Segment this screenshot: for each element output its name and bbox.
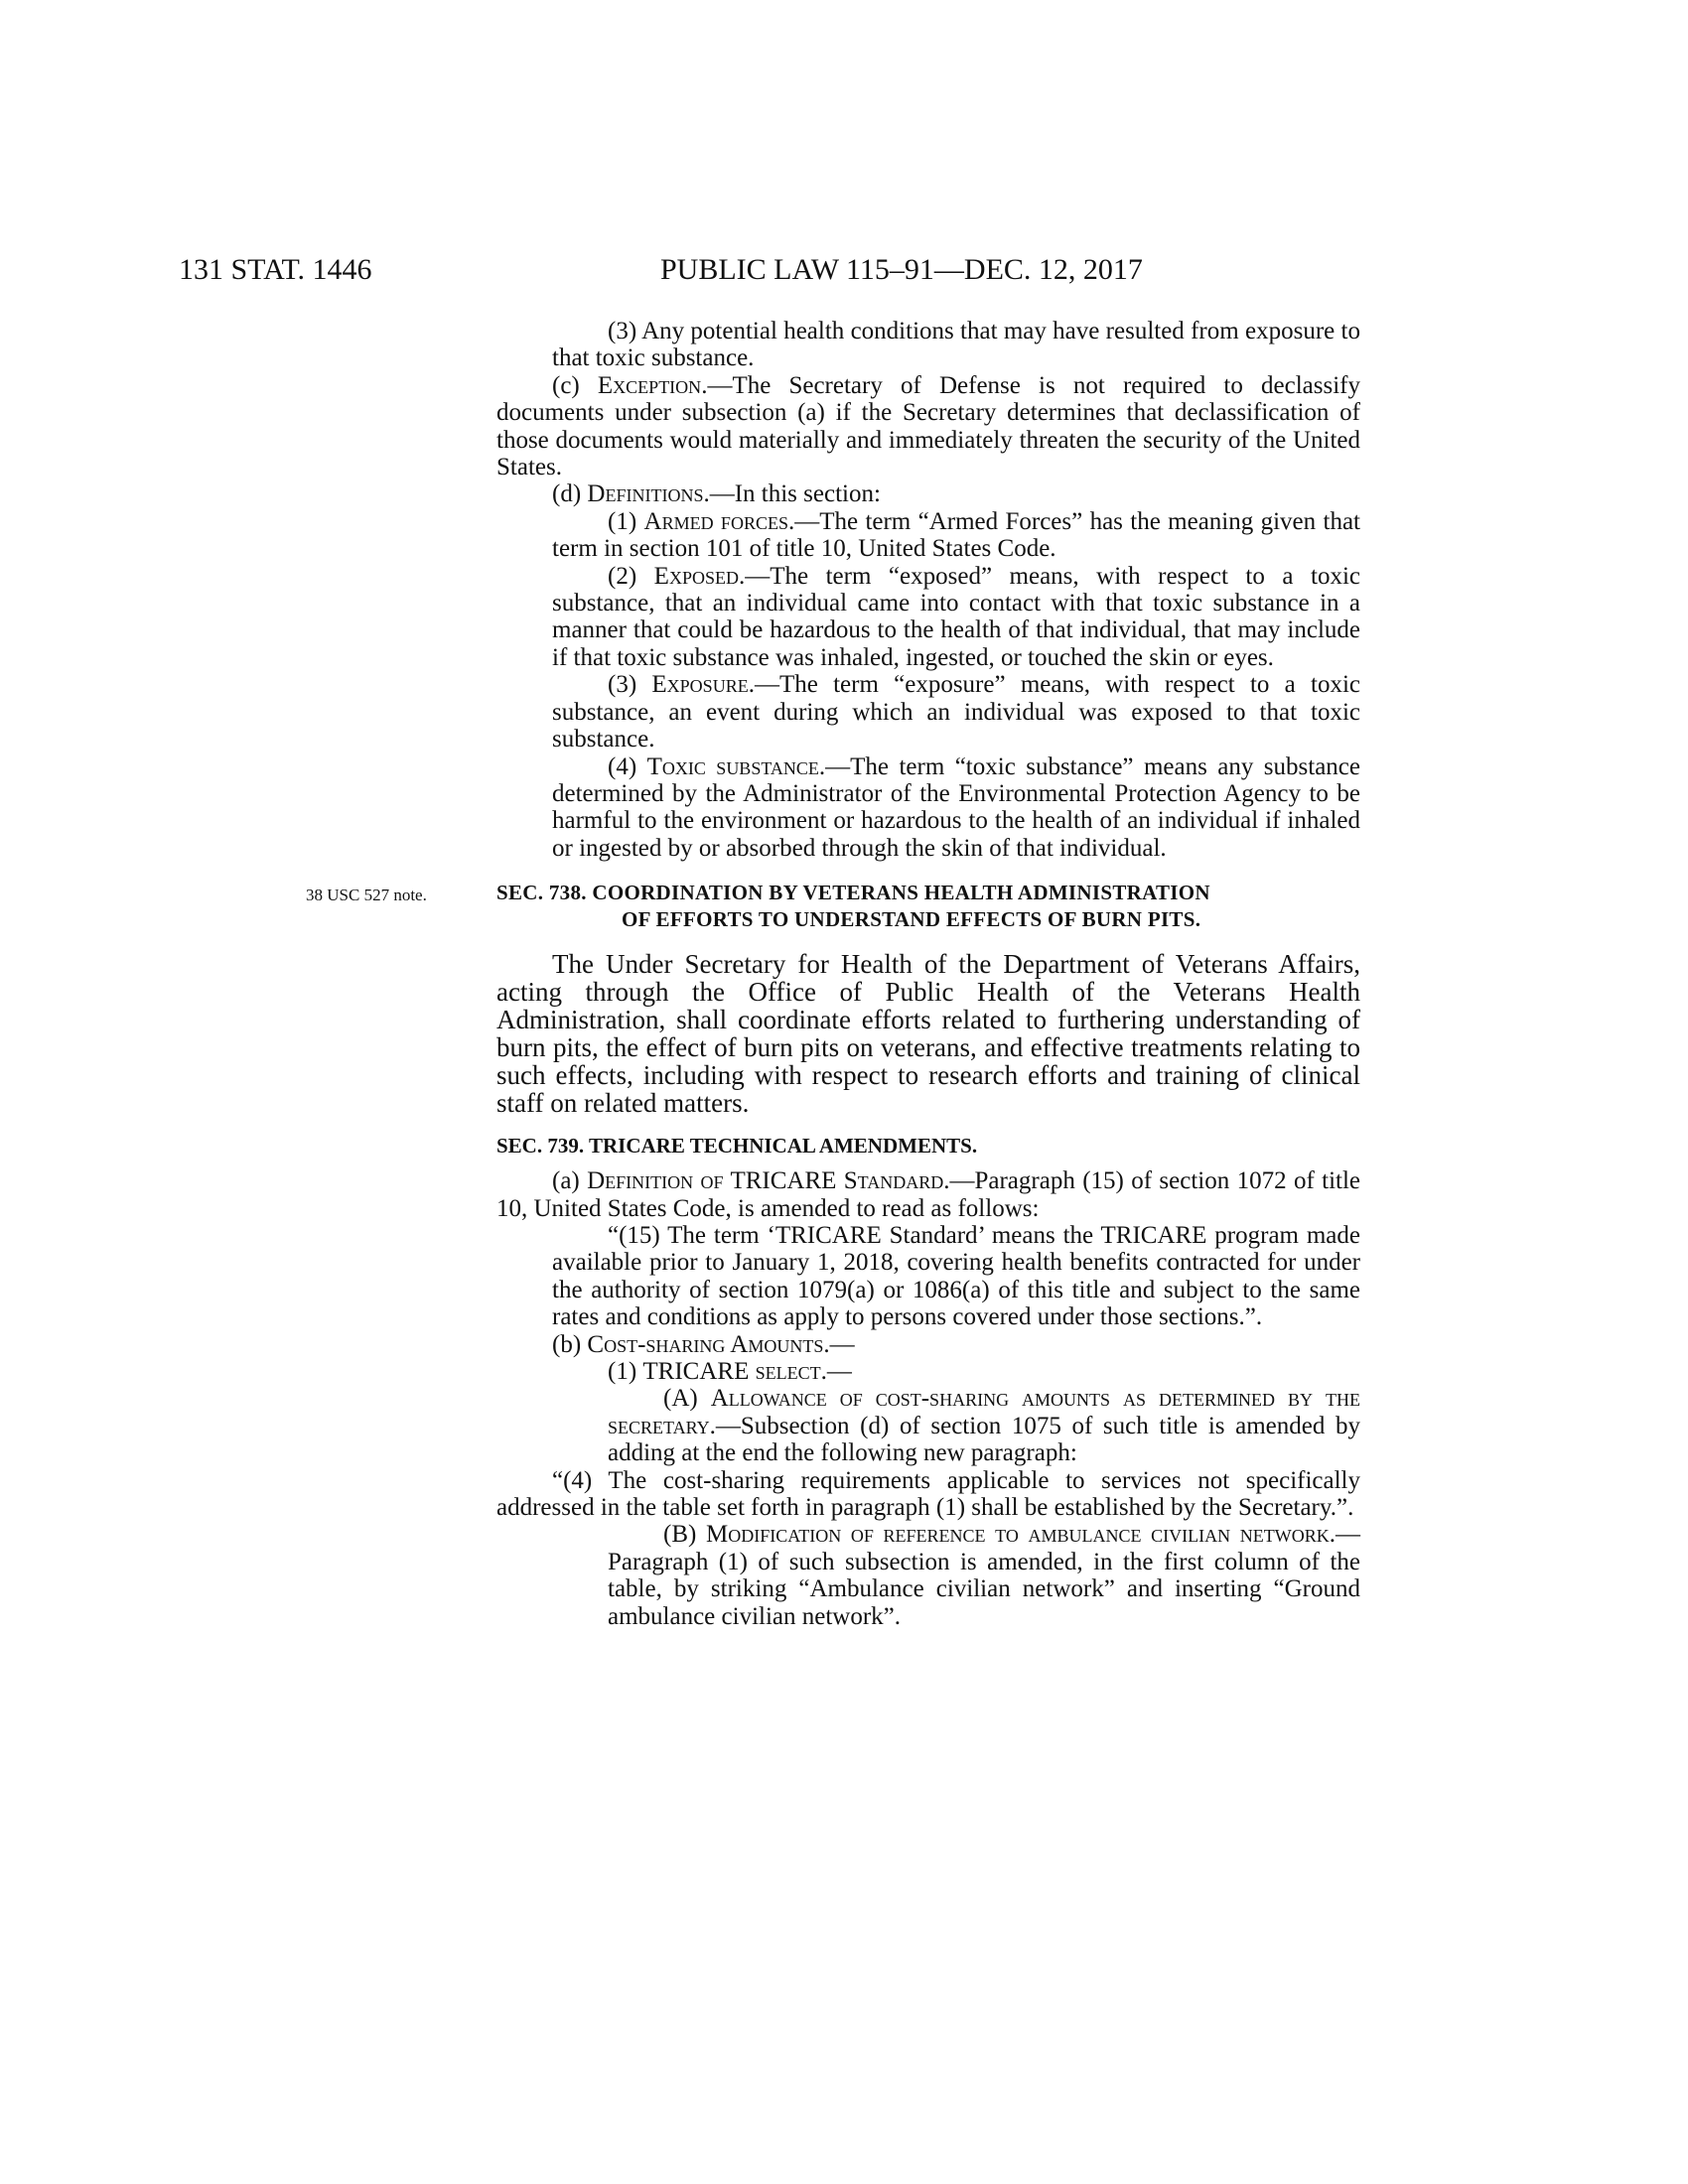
document-body [306, 318, 1361, 1630]
subparagraph-739-b1-B: (B) Modification of reference to ambulance civilian network.—Paragraph (1) of such subsection is amended, in the first column of the table, by striking “Ambulance civilian network” and inserting “Ground ambulance civilian network”. [608, 1521, 1360, 1630]
margin-note: 38 USC 527 note. [306, 886, 427, 905]
definition-exposure: (3) Exposure.—The term “exposure” means, with respect to a toxic substance, an event during which an individual was exposed to that toxic substance. [552, 671, 1360, 753]
definition-toxic-substance: (4) Toxic substance.—The term “toxic substance” means any substance determined by the Administrator of the Environmental Protection Agency to be harmful to the environment or hazardous to the health of an individual if inhaled or ingested by or absorbed through the skin of that individual. [552, 752, 1360, 862]
definition-armed-forces: (1) Armed forces.—The term “Armed Forces” has the meaning given that term in section 101 of title 10, United States Code. [552, 507, 1360, 563]
paragraph-739-b1: (1) TRICARE select.— [608, 1357, 852, 1385]
page-header [0, 248, 1688, 292]
subparagraph-739-b1-A: (A) Allowance of cost-sharing amounts as determined by the secretary.—Subsection (d) of section 1075 of such title is amended by adding at the end the following new paragraph: [608, 1385, 1360, 1467]
section-738-heading: 38 USC 527 note. SEC. 738. COORDINATION BY VETERANS HEALTH ADMINISTRATION OF EFFORTS TO UNDERSTAND EFFECTS OF BURN PITS. [306, 881, 1210, 932]
section-739-heading: SEC. 739. TRICARE TECHNICAL AMENDMENTS. [496, 1134, 978, 1159]
quoted-paragraph-15: “(15) The term ‘TRICARE Standard’ means the TRICARE program made available prior to January 1, 2018, covering health benefits contracted for under the authority of section 1079(a) or 1086(a) of this title and subject to the same rates and conditions as apply to persons covered under those sections.”. [552, 1221, 1360, 1331]
subsection-739-a: (a) Definition of TRICARE Standard.—Paragraph (15) of section 1072 of title 10, United States Code, is amended to read as follows: [496, 1167, 1361, 1222]
subsection-d: (d) Definitions.—In this section: [552, 480, 881, 508]
definition-exposed: (2) Exposed.—The term “exposed” means, with respect to a toxic substance, that an individual came into contact with that toxic substance in a manner that could be hazardous to the health of that individual, that may include if that toxic substance was inhaled, ingested, or touched the skin or eyes. [552, 562, 1360, 671]
quoted-paragraph-4: “(4) The cost-sharing requirements applicable to services not specifically addressed in the table set forth in paragraph (1) shall be established by the Secretary.”. [496, 1466, 1360, 1521]
public-law-title: PUBLIC LAW 115–91—DEC. 12, 2017 [660, 253, 1143, 286]
section-738-text: The Under Secretary for Health of the Department of Veterans Affairs, acting through the Office of Public Health of the Veterans Health Administration, shall coordinate efforts related to furthering understanding of burn pits, the effect of burn pits on veterans, and effective treatments relating to such effects, including with respect to research efforts and training of clinical staff on related matters. [496, 949, 1360, 1119]
subsection-739-b: (b) Cost-sharing Amounts.— [552, 1330, 855, 1358]
subsection-c: (c) Exception.—The Secretary of Defense is not required to declassify documents under subsection (a) if the Secretary determines that declassification of those documents would materially and immediately threaten the security of the United States. [496, 371, 1360, 481]
statute-page-number: 131 STAT. 1446 [179, 253, 372, 286]
paragraph-b3: (3) Any potential health conditions that may have resulted from exposure to that toxic substance. [552, 318, 1360, 372]
